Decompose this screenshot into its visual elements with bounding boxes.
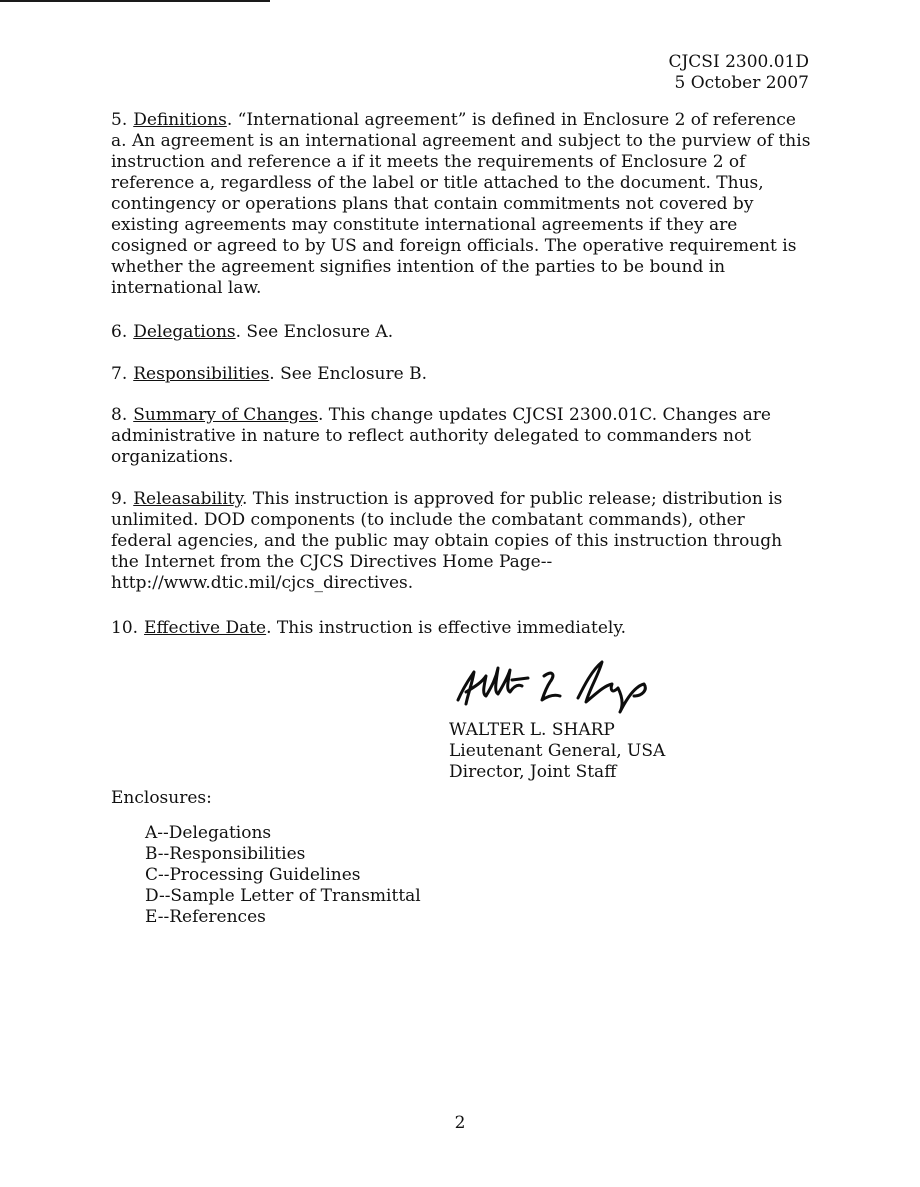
paragraph-number: 9. bbox=[111, 489, 128, 509]
paragraph-number: 6. bbox=[111, 322, 128, 342]
document-date: 5 October 2007 bbox=[674, 73, 809, 93]
paragraph-text: . This instruction is approved for public release; distribution is unlimited. DOD components (to include the combatant commands), other federal agencies, and the public may obtain copies of this instruction through the Internet from the CJCS Directives Home Page-- http://www.dtic.mil/cjcs_directives. bbox=[111, 489, 783, 593]
paragraph-text: . “International agreement” is defined in Enclosure 2 of reference a. An agreement is an international agreement and subject to the purview of this instruction and reference a if it meets the requirements of Enclosure 2 of reference a, regardless of the label or title attached to the document. Thus, contingency or operations plans that contain commitments not covered by existing agreements may constitute international agreements if they are cosigned or agreed to by US and foreign officials. The operative requirement is whether the agreement signifies intention of the parties to be bound in international law. bbox=[111, 110, 811, 298]
paragraph-heading: Effective Date bbox=[144, 618, 267, 638]
paragraph-text: . This change updates CJCSI 2300.01C. Changes are administrative in nature to reflect authority delegated to commanders not organizations. bbox=[111, 405, 771, 467]
paragraph-number: 8. bbox=[111, 405, 128, 425]
paragraph-effective-date bbox=[111, 618, 811, 639]
paragraph-number: 10. bbox=[111, 618, 139, 638]
paragraph-heading: Definitions bbox=[133, 110, 227, 130]
document-number: CJCSI 2300.01D bbox=[668, 52, 809, 72]
page-number: 2 bbox=[454, 1113, 466, 1133]
paragraph-heading: Responsibilities bbox=[133, 364, 270, 384]
enclosure-item: C--Processing Guidelines bbox=[145, 865, 361, 885]
paragraph-number: 7. bbox=[111, 364, 128, 384]
enclosure-item: A--Delegations bbox=[145, 823, 272, 843]
paragraph-heading: Summary of Changes bbox=[133, 405, 318, 425]
paragraph-releasability bbox=[111, 489, 811, 594]
paragraph-responsibilities bbox=[111, 364, 811, 385]
handwritten-signature bbox=[452, 656, 652, 716]
signature-block bbox=[449, 720, 665, 783]
paragraph-heading: Releasability bbox=[133, 489, 242, 509]
paragraph-definitions bbox=[111, 110, 811, 299]
enclosure-list bbox=[145, 823, 421, 928]
paragraph-text: . See Enclosure A. bbox=[235, 322, 394, 342]
paragraph-number: 5. bbox=[111, 110, 128, 130]
signer-title: Director, Joint Staff bbox=[449, 762, 617, 782]
paragraph-delegations bbox=[111, 322, 811, 343]
paragraph-summary-of-changes bbox=[111, 405, 811, 468]
paragraph-heading: Delegations bbox=[133, 322, 236, 342]
document-header bbox=[668, 52, 809, 94]
paragraph-text: . See Enclosure B. bbox=[269, 364, 427, 384]
signer-rank: Lieutenant General, USA bbox=[449, 741, 666, 761]
enclosure-item: E--References bbox=[145, 907, 266, 927]
enclosure-item: B--Responsibilities bbox=[145, 844, 306, 864]
top-rule bbox=[0, 0, 270, 2]
signer-name: WALTER L. SHARP bbox=[449, 720, 615, 740]
paragraph-text: . This instruction is effective immediately. bbox=[266, 618, 627, 638]
enclosures-label: Enclosures: bbox=[111, 788, 212, 808]
enclosure-item: D--Sample Letter of Transmittal bbox=[145, 886, 421, 906]
